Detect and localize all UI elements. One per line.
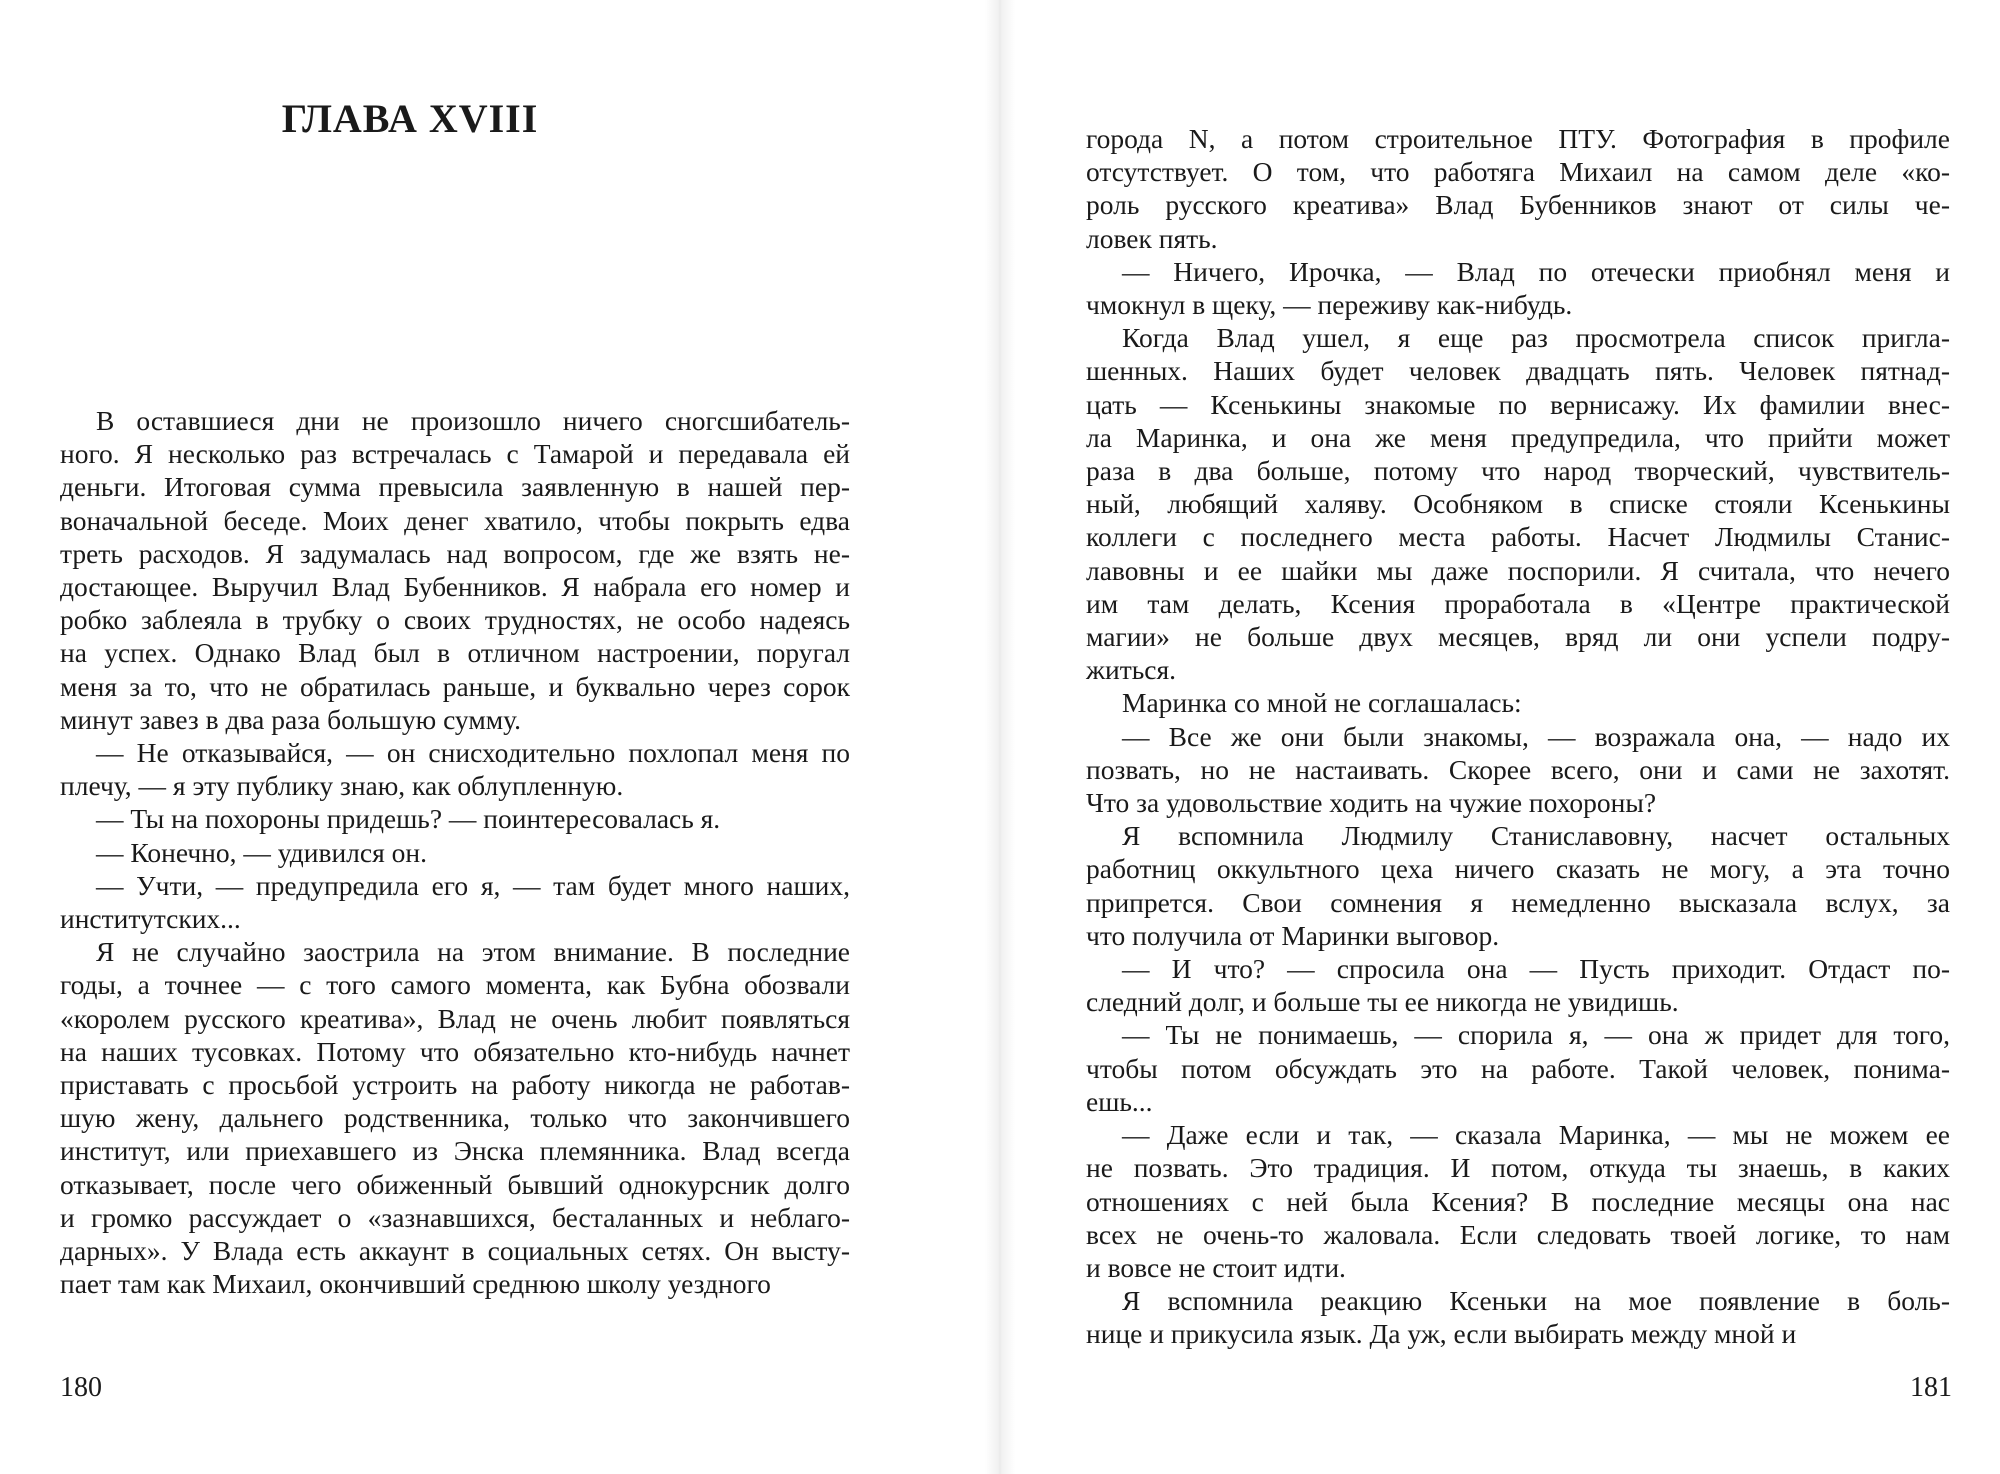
right-page-number: 181	[1910, 1372, 1952, 1403]
text-line: шую жену, дальнего родственника, только что закончившего	[60, 1102, 850, 1134]
text-line: отсутствует. О том, что работяга Михаил на самом деле «ко-	[1086, 156, 1950, 188]
text-line: Я не случайно заострила на этом внимание. В последние	[96, 936, 850, 968]
text-line: и громко рассуждает о «зазнавшихся, бесталанных и неблаго-	[60, 1201, 850, 1233]
text-line: ла Маринка, и она же меня предупредила, что прийти может	[1086, 421, 1950, 453]
text-line: робко заблеяла в трубку о своих трудностях, не особо надеясь	[60, 604, 850, 636]
text-line: на успех. Однако Влад был в отличном настроении, поругал	[60, 637, 850, 669]
text-line: Что за удовольствие ходить на чужие похороны?	[1086, 787, 1657, 819]
text-line: чмокнул в щеку, — переживу как-нибудь.	[1086, 289, 1573, 321]
text-line: минут завез в два раза большую сумму.	[60, 703, 522, 735]
text-line: Маринка со мной не соглашалась:	[1122, 687, 1522, 719]
text-line: чтобы потом обсуждать это на работе. Такой человек, понима-	[1086, 1052, 1950, 1084]
text-line: ный, любящий халяву. Особняком в списке стояли Ксенькины	[1086, 488, 1950, 520]
text-line: достающее. Выручил Влад Бубенников. Я набрала его номер и	[60, 571, 850, 603]
text-line: коллеги с последнего места работы. Насчет Людмилы Станис-	[1086, 521, 1950, 553]
text-line: ловек пять.	[1086, 222, 1218, 254]
text-line: раза в два больше, потому что народ творческий, чувствитель-	[1086, 455, 1950, 487]
text-line: — Ты не понимаешь, — спорила я, — она ж придет для того,	[1122, 1019, 1950, 1051]
text-line: — Учти, — предупредила его я, — там будет много наших,	[96, 869, 850, 901]
text-line: ного. Я несколько раз встречалась с Тамарой и передавала ей	[60, 438, 850, 470]
text-line: плечу, — я эту публику знаю, как облупленную.	[60, 770, 624, 802]
text-line: что получила от Маринки выговор.	[1086, 919, 1500, 951]
text-line: и вовсе не стоит идти.	[1086, 1251, 1346, 1283]
text-line: ешь...	[1086, 1085, 1153, 1117]
text-line: — Конечно, — удивился он.	[96, 836, 427, 868]
text-line: деньги. Итоговая сумма превысила заявленную в нашей пер-	[60, 471, 850, 503]
text-line: следний долг, и больше ты ее никогда не увидишь.	[1086, 986, 1679, 1018]
text-line: институт, или приехавшего из Энска племянника. Влад всегда	[60, 1135, 850, 1167]
text-line: — Все же они были знакомы, — возражала она, — надо их	[1122, 720, 1950, 752]
text-line: треть расходов. Я задумалась над вопросом, где же взять не-	[60, 537, 850, 569]
text-line: пает там как Михаил, окончивший среднюю школу уездного	[60, 1268, 771, 1300]
chapter-title: ГЛАВА XVIII	[281, 96, 539, 141]
text-line: Когда Влад ушел, я еще раз просмотрела список пригла-	[1122, 322, 1950, 354]
right-page-body	[1086, 122, 1950, 1351]
text-line: воначальной беседе. Моих денег хватило, чтобы покрыть едва	[60, 504, 850, 536]
text-line: житься.	[1086, 654, 1177, 686]
text-line: годы, а точнее — с того самого момента, как Бубна обозвали	[60, 969, 850, 1001]
text-line: дарных». У Влада есть аккаунт в социальных сетях. Он высту-	[60, 1235, 850, 1267]
text-line: — Ты на похороны придешь? — поинтересовалась я.	[96, 803, 721, 835]
text-line: города N, а потом строительное ПТУ. Фотография в профиле	[1086, 123, 1950, 154]
text-line: позвать, но не настаивать. Скорее всего, они и сами не захотят.	[1086, 753, 1950, 785]
text-line: работниц оккультного цеха ничего сказать не могу, а эта точно	[1086, 853, 1950, 885]
text-line: — И что? — спросила она — Пусть приходит. Отдаст по-	[1122, 953, 1950, 985]
text-line: — Ничего, Ирочка, — Влад по отечески приобнял меня и	[1122, 255, 1950, 287]
text-line: не позвать. Это традиция. И потом, откуда ты знаешь, в каких	[1086, 1152, 1950, 1184]
text-line: Я вспомнила Людмилу Станиславовну, насчет остальных	[1122, 820, 1950, 852]
text-line: всех не очень-то жаловала. Если следовать твоей логике, то нам	[1086, 1218, 1950, 1250]
text-line: «королем русского креатива», Влад не очень любит появляться	[60, 1002, 850, 1034]
text-line: — Даже если и так, — сказала Маринка, — мы не можем ее	[1122, 1119, 1950, 1151]
text-line: институтских...	[60, 903, 241, 935]
right-page	[1000, 0, 2000, 1474]
text-line: приставать с просьбой устроить на работу никогда не работав-	[60, 1069, 850, 1101]
left-page-body	[60, 404, 850, 1300]
text-line: — Не отказывайся, — он снисходительно похлопал меня по	[96, 737, 850, 769]
text-line: шенных. Наших будет человек двадцать пять. Человек пятнад-	[1086, 355, 1950, 387]
text-line: В оставшиеся дни не произошло ничего сногсшибатель-	[96, 405, 850, 436]
text-line: цать — Ксенькины знакомые по вернисажу. Их фамилии внес-	[1086, 388, 1950, 420]
text-line: на наших тусовках. Потому что обязательно кто-нибудь начнет	[60, 1035, 850, 1067]
text-line: роль русского креатива» Влад Бубенников знают от силы че-	[1086, 189, 1950, 221]
text-line: отказывает, после чего обиженный бывший однокурсник долго	[60, 1168, 850, 1200]
text-line: нице и прикусила язык. Да уж, если выбирать между мной и	[1086, 1318, 1797, 1350]
text-line: Я вспомнила реакцию Ксеньки на мое появление в боль-	[1122, 1285, 1950, 1317]
text-line: припрется. Свои сомнения я немедленно высказала вслух, за	[1086, 886, 1950, 918]
text-line: им там делать, Ксения проработала в «Центре практической	[1086, 587, 1950, 619]
text-line: магии» не больше двух месяцев, вряд ли они успели подру-	[1086, 621, 1950, 653]
text-line: лавовны и ее шайки мы даже поспорили. Я считала, что нечего	[1086, 554, 1950, 586]
text-line: отношениях с ней была Ксения? В последние месяцы она нас	[1086, 1185, 1950, 1217]
text-line: меня за то, что не обратилась раньше, и буквально через сорок	[60, 670, 850, 702]
left-page-number: 180	[60, 1372, 102, 1403]
